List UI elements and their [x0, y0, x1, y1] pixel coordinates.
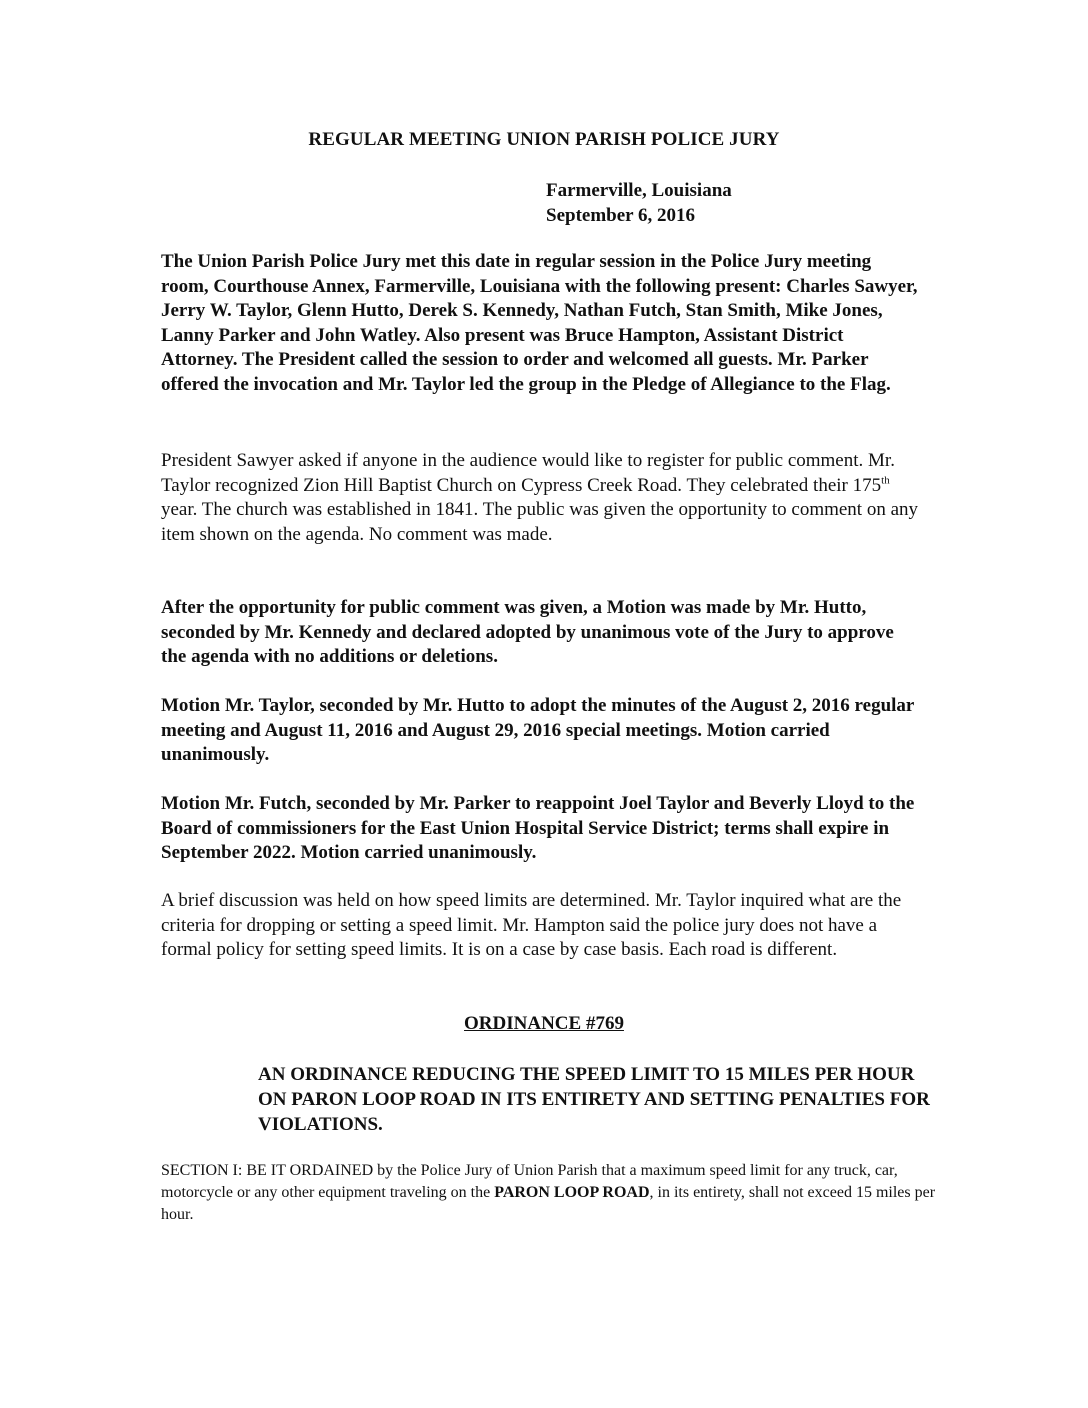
meeting-date: September 6, 2016 [546, 205, 695, 226]
speed-limit-discussion-paragraph: A brief discussion was held on how speed limits are determined. Mr. Taylor inquired what are the criteria for dropping or setting a speed limit. Mr. Hampton said the police jury does not have a formal policy for setting speed limits. It is on a case by case basis. Each road is different. [161, 890, 902, 960]
meeting-location: Farmerville, Louisiana [546, 180, 732, 201]
ordinance-description: AN ORDINANCE REDUCING THE SPEED LIMIT TO 15 MILES PER HOUR ON PARON LOOP ROAD IN ITS ENTIRETY AND SETTING PENALTIES FOR VIOLATIONS. [258, 1064, 930, 1135]
document-title: REGULAR MEETING UNION PARISH POLICE JURY [308, 129, 780, 150]
meeting-location-date [546, 178, 732, 228]
ordinal-suffix: th [881, 474, 890, 487]
ordinance-title: ORDINANCE #769 [464, 1013, 624, 1034]
public-comment-text-b: year. The church was established in 1841. The public was given the opportunity to comment on any item shown on the agenda. No comment was made. [161, 499, 919, 545]
ordinance-section-one [161, 1160, 941, 1226]
reappointment-motion-paragraph: Motion Mr. Futch, seconded by Mr. Parker to reappoint Joel Taylor and Beverly Lloyd to the Board of commissioners for the East Union Hospital Service District; terms shall expire in September 2022. Motion carried unanimously. [161, 793, 915, 863]
section-text-a: SECTION I: BE IT ORDAINED by the Police Jury of Union Parish that a maximum speed limit for any truck, car, motorcycle or any other equipment traveling on the [161, 1162, 898, 1201]
section-road-name: PARON LOOP ROAD [494, 1184, 650, 1201]
public-comment-text-a: President Sawyer asked if anyone in the audience would like to register for public comment. Mr. Taylor recognized Zion Hill Baptist Church on Cypress Creek Road. They celebrated their 175 [161, 450, 895, 496]
minutes-motion-paragraph: Motion Mr. Taylor, seconded by Mr. Hutto to adopt the minutes of the August 2, 2016 regular meeting and August 11, 2016 and August 29, 2016 special meetings. Motion carried unanimously. [161, 695, 915, 765]
section-text-b: , in its entirety, shall not exceed 15 miles per hour. [161, 1184, 936, 1223]
attendance-paragraph: The Union Parish Police Jury met this date in regular session in the Police Jury meeting room, Courthouse Annex, Farmerville, Louisiana with the following present: Charles Sawyer, Jerry W. Taylor, Glenn Hutto, Derek S. Kennedy, Nathan Futch, Stan Smith, Mike Jones, Lanny Parker and John Watley. Also present was Bruce Hampton, Assistant District Attorney. The President called the session to order and welcomed all guests. Mr. Parker offered the invocation and Mr. Taylor led the group in the Pledge of Allegiance to the Flag. [161, 251, 918, 395]
agenda-motion-paragraph: After the opportunity for public comment was given, a Motion was made by Mr. Hutto, seconded by Mr. Kennedy and declared adopted by unanimous vote of the Jury to approve the agenda with no additions or deletions. [161, 597, 894, 667]
public-comment-paragraph [161, 449, 921, 547]
